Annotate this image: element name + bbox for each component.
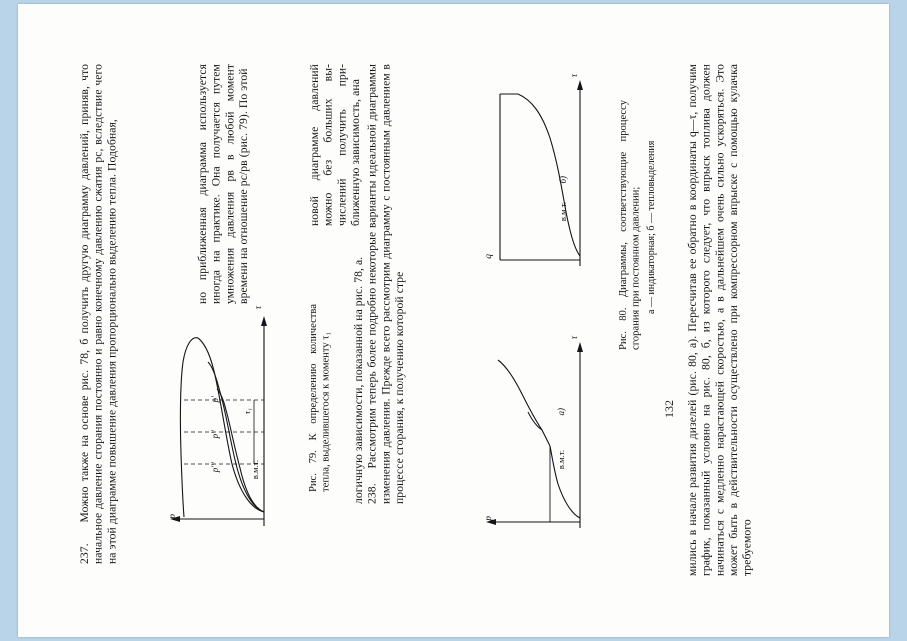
book-page bbox=[18, 4, 889, 637]
fig79-series-label-2: p'' bbox=[210, 430, 220, 439]
fig80b-axis-label-q: q bbox=[484, 254, 494, 259]
fig79-series-label-1: p' bbox=[210, 396, 220, 403]
paragraph-237-tail: новой диаграмме давлений можно без больших вычислений получить приближенную зависимость, ана bbox=[308, 61, 363, 226]
fig80b-origin-label: в.м.т. bbox=[558, 202, 568, 222]
figure-80-caption: Рис. 80. Диаграммы, соответствующие процессу сгорания при постоянном давлении; bbox=[618, 97, 642, 350]
paragraph-237: 237. Можно также на основе рис. 78, б получить другую диаграмму давлений, приняв, что начальное давление сгорания постоянно и равно конечному давлению сжатия рс, вследствие чего на этой диаграмме повышение давления пропорционально выделению тепла. Подобная, bbox=[78, 61, 119, 564]
fig79-axis-label-p: p bbox=[168, 514, 178, 519]
figure-80-subcaption: а — индикаторная; б — тепловыделения bbox=[646, 140, 657, 314]
fig79-axis-label-tau: τ bbox=[254, 306, 264, 310]
paragraph-237-continuation: но приближенная диаграмма используется иногда на практике. Она получается путем умножения давления рв в любой момент времени на отношение рс/рв (рис. 79). По этой bbox=[196, 61, 251, 304]
page-number: 132 bbox=[662, 400, 676, 418]
paragraph-closing: мились в начале развития дизелей (рис. 80, а). Пересчитав ее обратно в координаты q—τ, получим график, показанный условно на рис. 80, б, из которого следует, что впрыск топлива должен начинаться с медленно нарастающей скоростью, а в дальнейшем очень сильно ускоряться. Это может быть в действительности осуществлено при компрессорном впрыске с помощью кулачка требуемого bbox=[686, 61, 754, 576]
fig79-series-label-3: p''' bbox=[210, 462, 220, 473]
figure-79-caption: Рис. 79. К определению количества тепла, выделившегося к моменту τ₁ bbox=[308, 301, 332, 492]
figure-79 bbox=[168, 304, 290, 536]
fig80b-axis-label-tau: τ bbox=[570, 74, 580, 78]
fig80a-axis-label-tau: τ bbox=[570, 336, 580, 340]
fig79-tau1-label: τ₁ bbox=[242, 408, 252, 415]
figure-80a bbox=[484, 334, 600, 534]
fig79-origin-label: в.м.т. bbox=[250, 460, 260, 480]
fig80a-origin-label: в.м.т. bbox=[556, 450, 566, 470]
paragraph-238: логичную зависимости, показанной на рис. 78, а. 238. Рассмотрим теперь более подробно некоторые варианты идеальной диаграммы изменения давления. Прежде всего рассмотрим диаграмму с постоянным давлением в процессе сгорания, к получению которой стре bbox=[352, 64, 407, 504]
fig80a-axis-label-p: p bbox=[484, 516, 494, 521]
fig80a-part-label: a) bbox=[556, 408, 566, 416]
fig80b-part-label: б) bbox=[558, 176, 568, 184]
figure-80b bbox=[484, 72, 600, 272]
